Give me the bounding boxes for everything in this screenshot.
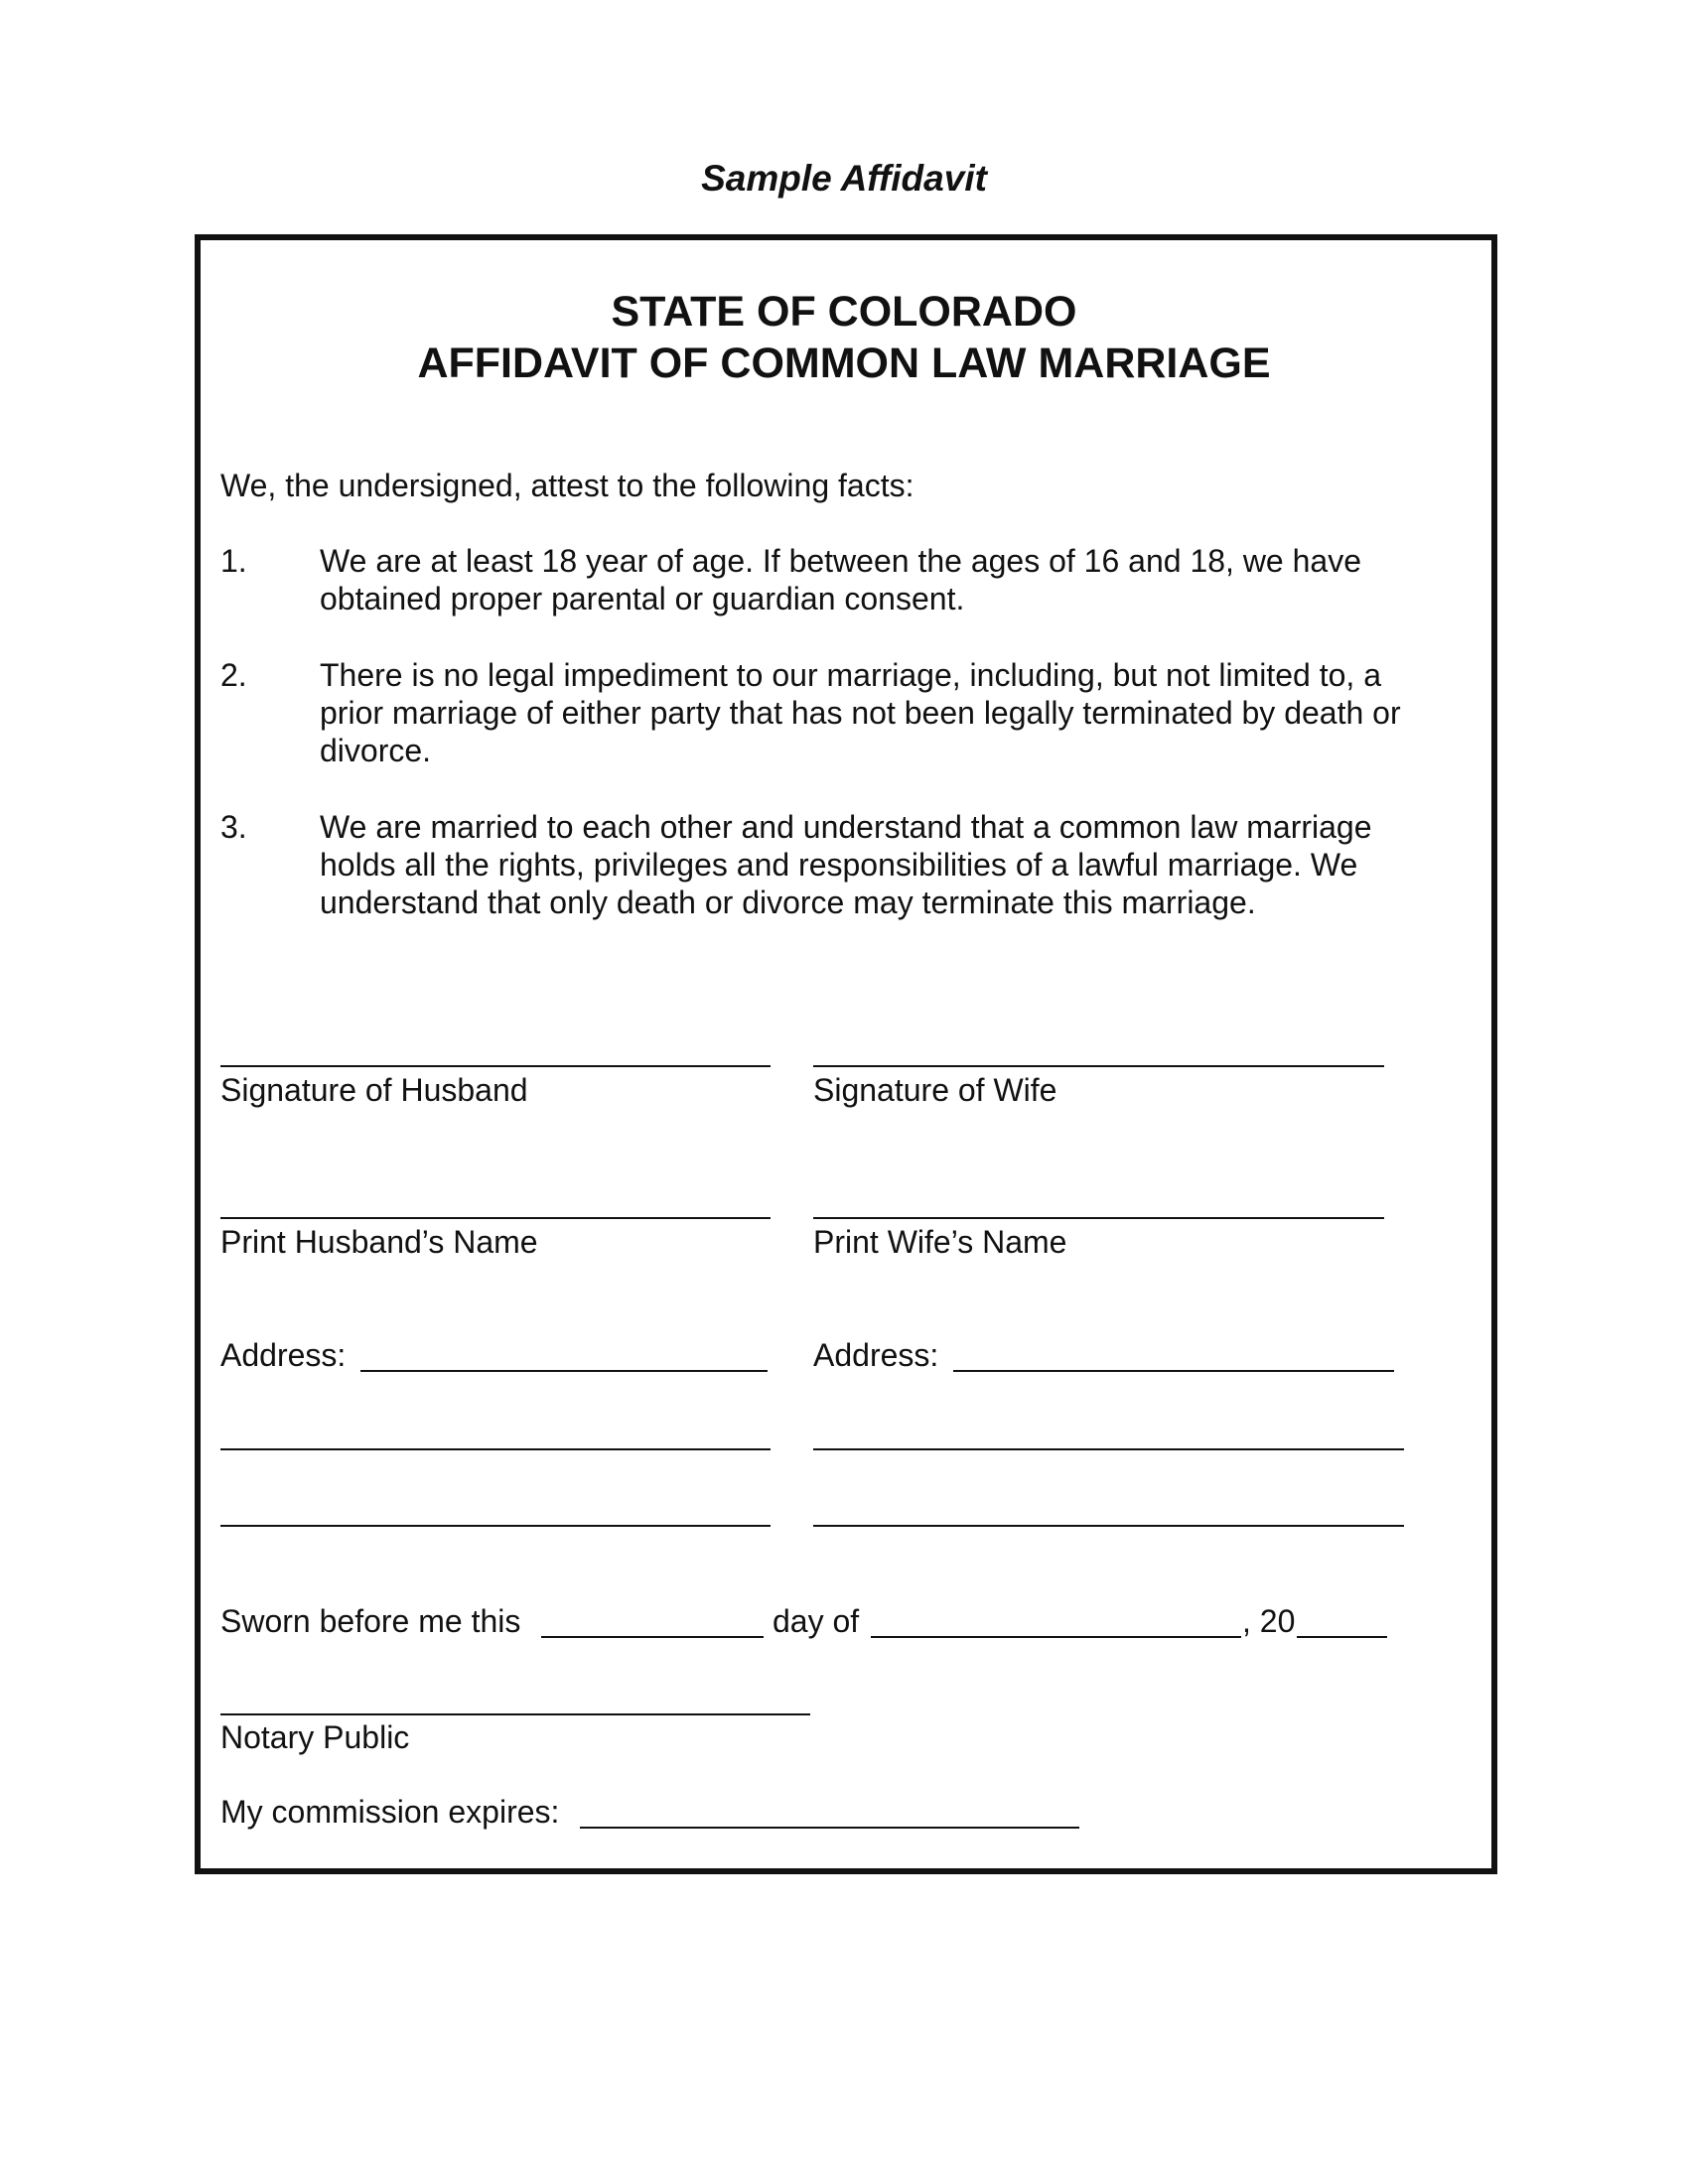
- husband-signature-label: Signature of Husband: [220, 1072, 528, 1108]
- wife-address-line-3[interactable]: [813, 1525, 1404, 1527]
- husband-address-line-1[interactable]: [360, 1370, 768, 1372]
- title-line-affidavit: AFFIDAVIT OF COMMON LAW MARRIAGE: [417, 340, 1271, 387]
- wife-signature-line[interactable]: [813, 1065, 1384, 1067]
- document-title: [0, 286, 1688, 389]
- commission-expires-label: My commission expires:: [220, 1794, 560, 1830]
- wife-address-line-1[interactable]: [953, 1370, 1394, 1372]
- wife-address-line-2[interactable]: [813, 1448, 1404, 1450]
- fact-text: We are married to each other and understand that a common law marriage holds all the rights, privileges and responsibilities of a lawful marriage. We understand that only death or divorce may terminate this marriage.: [320, 809, 1372, 920]
- sworn-month-line[interactable]: [871, 1636, 1241, 1638]
- fact-number: 1.: [220, 543, 247, 579]
- husband-name-label: Print Husband’s Name: [220, 1224, 538, 1260]
- fact-text: There is no legal impediment to our marriage, including, but not limited to, a prior marriage of either party that has not been legally terminated by death or divorce.: [320, 657, 1401, 768]
- husband-address-line-3[interactable]: [220, 1525, 771, 1527]
- wife-signature-label: Signature of Wife: [813, 1072, 1057, 1108]
- husband-name-line[interactable]: [220, 1217, 771, 1219]
- notary-signature-line[interactable]: [220, 1713, 810, 1715]
- fact-number: 3.: [220, 809, 247, 845]
- fact-number: 2.: [220, 657, 247, 693]
- fact-text: We are at least 18 year of age. If between the ages of 16 and 18, we have obtained proper parental or guardian consent.: [320, 543, 1361, 616]
- sworn-prefix: Sworn before me this: [220, 1603, 521, 1639]
- wife-name-line[interactable]: [813, 1217, 1384, 1219]
- husband-signature-line[interactable]: [220, 1065, 771, 1067]
- commission-expires-line[interactable]: [580, 1827, 1079, 1829]
- wife-name-label: Print Wife’s Name: [813, 1224, 1067, 1260]
- sworn-day-of: day of: [773, 1603, 860, 1639]
- document-header: Sample Affidavit: [701, 158, 987, 199]
- wife-address-label: Address:: [813, 1337, 939, 1373]
- sworn-day-line[interactable]: [541, 1636, 764, 1638]
- sworn-year-line[interactable]: [1297, 1636, 1387, 1638]
- sworn-year-prefix: , 20: [1242, 1603, 1296, 1639]
- husband-address-line-2[interactable]: [220, 1448, 771, 1450]
- intro-statement: We, the undersigned, attest to the following facts:: [220, 468, 914, 503]
- husband-address-label: Address:: [220, 1337, 347, 1373]
- notary-public-label: Notary Public: [220, 1719, 410, 1755]
- title-line-state: STATE OF COLORADO: [611, 288, 1077, 336]
